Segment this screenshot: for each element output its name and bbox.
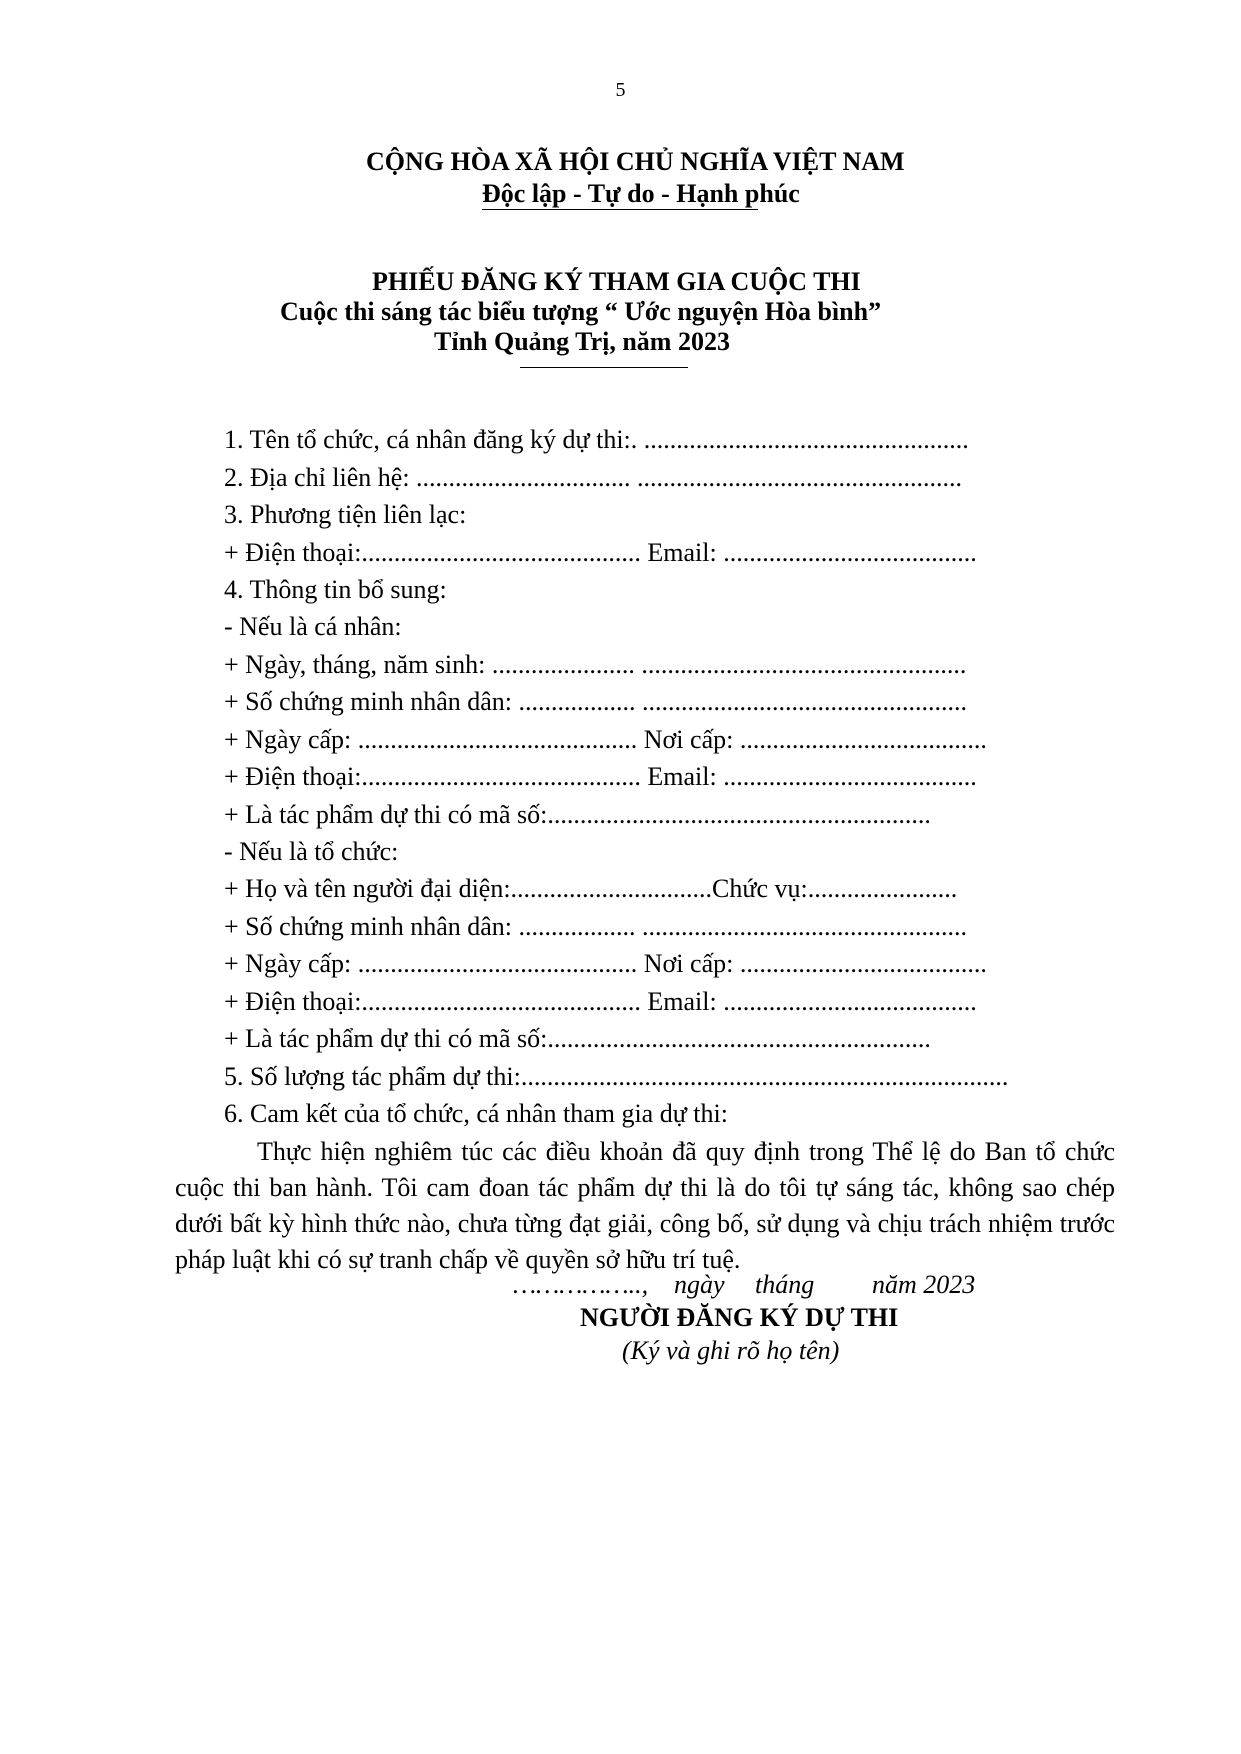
field-extra-heading: 4. Thông tin bổ sung: bbox=[224, 575, 447, 604]
title-underline bbox=[520, 367, 688, 368]
field-org-name: 1. Tên tổ chức, cá nhân đăng ký dự thi:. .................................................. bbox=[224, 425, 969, 454]
field-entry-code: + Là tác phẩm dự thi có mã số:........................................................... bbox=[224, 800, 931, 829]
field-organization-heading: - Nếu là tổ chức: bbox=[224, 837, 399, 866]
commitment-text: Thực hiện nghiêm túc các điều khoản đã quy định trong Thể lệ do Ban tổ chức cuộc thi ban hành. Tôi cam đoan tác phẩm dự thi là do tôi tự sáng tác, không sao chép dưới bất kỳ hình thức nào, chưa từng đạt giải, công bố, sử dụng và chịu trách nhiệm trước pháp luật khi có sự tranh chấp về quyền sở hữu trí tuệ. bbox=[175, 1137, 1115, 1274]
field-org-id-number: + Số chứng minh nhân dân: .................. .................................................. bbox=[224, 912, 968, 941]
field-issue-date-place: + Ngày cấp: ........................................... Nơi cấp: ...................................... bbox=[224, 725, 987, 754]
field-address: 2. Địa chỉ liên hệ: ................................. .................................................. bbox=[224, 463, 963, 492]
field-contact-heading: 3. Phương tiện liên lạc: bbox=[224, 500, 467, 529]
field-org-phone-email: + Điện thoại:........................................... Email: ....................................... bbox=[224, 987, 977, 1016]
field-individual-phone-email: + Điện thoại:........................................... Email: ....................................... bbox=[224, 762, 977, 791]
signer-role: NGƯỜI ĐĂNG KÝ DỰ THI bbox=[580, 1303, 899, 1332]
contest-name: Cuộc thi sáng tác biểu tượng “ Ước nguyện Hòa bình” bbox=[280, 297, 882, 326]
national-motto: Độc lập - Tự do - Hạnh phúc bbox=[482, 179, 800, 208]
motto-underline bbox=[482, 209, 758, 210]
signature-day: ngày bbox=[674, 1270, 725, 1299]
page-number: 5 bbox=[615, 79, 626, 101]
signature-note: (Ký và ghi rõ họ tên) bbox=[622, 1336, 840, 1365]
field-commitment-heading: 6. Cam kết của tổ chức, cá nhân tham gia dự thi: bbox=[224, 1099, 728, 1128]
field-org-entry-code: + Là tác phẩm dự thi có mã số:........................................................... bbox=[224, 1024, 931, 1053]
signature-place: …………….., bbox=[513, 1270, 649, 1299]
country-name: CỘNG HÒA XÃ HỘI CHỦ NGHĨA VIỆT NAM bbox=[366, 147, 905, 176]
field-org-issue-date-place: + Ngày cấp: ........................................... Nơi cấp: ...................................... bbox=[224, 949, 987, 978]
field-id-number: + Số chứng minh nhân dân: .................. .................................................. bbox=[224, 687, 968, 716]
field-birthdate: + Ngày, tháng, năm sinh: ...................... .................................................. bbox=[224, 650, 967, 679]
commitment-paragraph bbox=[175, 1134, 1115, 1278]
place-year: Tỉnh Quảng Trị, năm 2023 bbox=[434, 327, 730, 356]
field-individual-heading: - Nếu là cá nhân: bbox=[224, 612, 402, 641]
field-representative: + Họ và tên người đại diện:...............................Chức vụ:....................... bbox=[224, 874, 958, 903]
field-phone-email: + Điện thoại:........................................... Email: ....................................... bbox=[224, 538, 977, 567]
form-title: PHIẾU ĐĂNG KÝ THAM GIA CUỘC THI bbox=[372, 267, 861, 296]
signature-month: tháng bbox=[755, 1270, 815, 1299]
signature-year: năm 2023 bbox=[872, 1270, 976, 1299]
field-entry-count: 5. Số lượng tác phẩm dự thi:........................................................................... bbox=[224, 1062, 1009, 1091]
